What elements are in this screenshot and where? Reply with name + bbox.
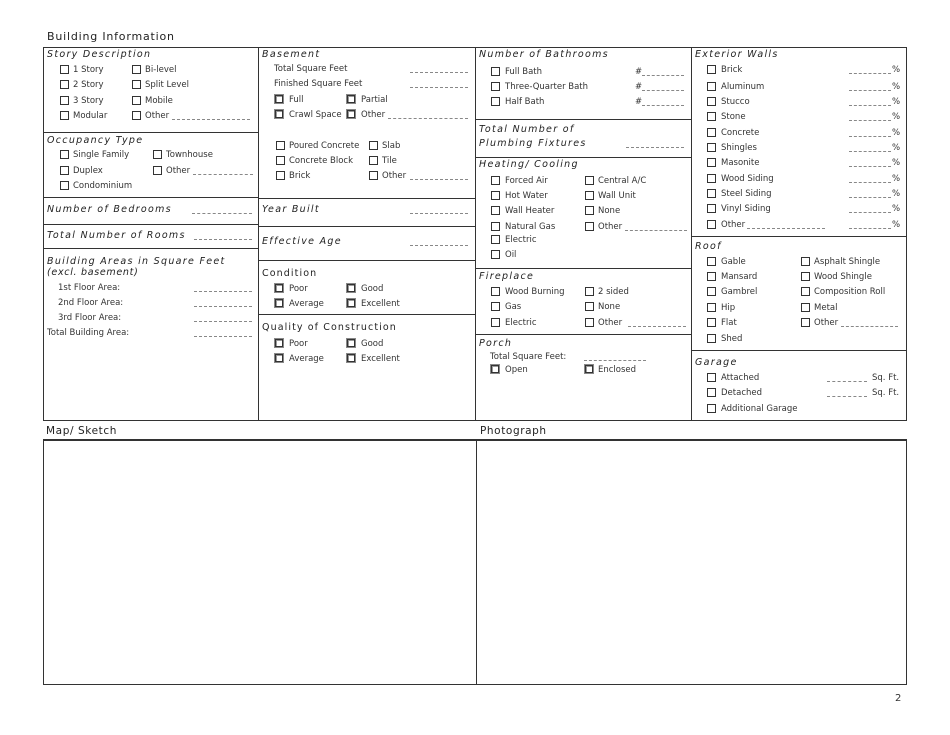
porch-enclosed-label: Enclosed	[598, 365, 637, 375]
exterior-stucco-percent-sign: %	[892, 97, 901, 107]
three-quarter-bath-input[interactable]	[642, 90, 684, 91]
exterior-stucco-checkbox[interactable]	[707, 97, 716, 106]
wood-burning-label: Wood Burning	[505, 287, 565, 297]
exterior-stone-percent-sign: %	[892, 112, 901, 122]
story-bilevel-checkbox[interactable]	[132, 65, 141, 74]
occupancy-single-label: Single Family	[73, 150, 130, 160]
forced-air-label: Forced Air	[505, 176, 548, 186]
poured-concrete-label: Poured Concrete	[289, 141, 360, 151]
story-3-label: 3 Story	[73, 96, 104, 106]
column-divider	[475, 47, 476, 421]
gable-label: Gable	[721, 257, 746, 267]
basement-other-label: Other	[361, 110, 386, 120]
basement-other-checkbox[interactable]	[347, 110, 355, 118]
gable-checkbox[interactable]	[707, 257, 716, 266]
hip-checkbox[interactable]	[707, 303, 716, 312]
condition-poor-label: Poor	[289, 284, 308, 294]
exterior-other-percent-sign: %	[892, 220, 901, 230]
quality-excellent-label: Excellent	[361, 354, 400, 364]
composition-roll-checkbox[interactable]	[801, 287, 810, 296]
map-photo-divider	[476, 440, 477, 685]
story-split-label: Split Level	[145, 80, 189, 90]
exterior-stucco-percent-input[interactable]	[849, 105, 891, 106]
condition-good-label: Good	[361, 284, 384, 294]
occupancy-single-checkbox[interactable]	[60, 150, 69, 159]
additional-garage-checkbox[interactable]	[707, 404, 716, 413]
fireplace-gas-label: Gas	[505, 302, 522, 312]
three-quarter-bath-checkbox[interactable]	[491, 82, 500, 91]
exterior-concrete-percent-sign: %	[892, 128, 901, 138]
full-bath-label: Full Bath	[505, 67, 542, 77]
oil-checkbox[interactable]	[491, 250, 500, 259]
quality-poor-checkbox[interactable]	[275, 339, 283, 347]
quality-average-checkbox[interactable]	[275, 354, 283, 362]
area-3rd-input[interactable]	[194, 321, 252, 322]
section-divider	[258, 260, 476, 261]
exterior-brick-percent-input[interactable]	[849, 73, 891, 74]
gambrel-label: Gambrel	[721, 287, 758, 297]
construction-other-input[interactable]	[410, 179, 468, 180]
plumbing-input[interactable]	[626, 147, 684, 148]
exterior-wood-siding-percent-sign: %	[892, 174, 901, 184]
exterior-concrete-label: Concrete	[721, 128, 760, 138]
basement-total-label: Total Square Feet	[274, 64, 348, 74]
quality-heading: Quality of Construction	[262, 322, 397, 333]
exterior-other-percent-input[interactable]	[849, 228, 891, 229]
occupancy-other-checkbox[interactable]	[153, 166, 162, 175]
bedrooms-input[interactable]	[192, 213, 252, 214]
condition-poor-checkbox[interactable]	[275, 284, 283, 292]
fireplace-electric-label: Electric	[505, 318, 537, 328]
photograph-label: Photograph	[480, 425, 547, 437]
occupancy-duplex-checkbox[interactable]	[60, 166, 69, 175]
exterior-masonite-label: Masonite	[721, 158, 760, 168]
garage-attached-label: Attached	[721, 373, 760, 383]
condition-average-label: Average	[289, 299, 324, 309]
section-divider	[43, 224, 259, 225]
exterior-stucco-label: Stucco	[721, 97, 750, 107]
construction-other-label: Other	[382, 171, 407, 181]
basement-finished-label: Finished Square Feet	[274, 79, 363, 89]
exterior-concrete-checkbox[interactable]	[707, 128, 716, 137]
heating-other-label: Other	[598, 222, 623, 232]
exterior-heading: Exterior Walls	[695, 49, 779, 60]
exterior-wood-siding-label: Wood Siding	[721, 174, 774, 184]
area-2nd-label: 2nd Floor Area:	[58, 298, 124, 308]
porch-total-label: Total Square Feet:	[490, 352, 567, 362]
area-1st-label: 1st Floor Area:	[58, 283, 121, 293]
porch-enclosed-checkbox[interactable]	[585, 365, 593, 373]
heating-none-checkbox[interactable]	[585, 206, 594, 215]
exterior-aluminum-checkbox[interactable]	[707, 82, 716, 91]
hip-label: Hip	[721, 303, 736, 313]
three-quarter-bath-hash: #	[635, 82, 643, 92]
condition-excellent-checkbox[interactable]	[347, 299, 355, 307]
story-bilevel-label: Bi-level	[145, 65, 177, 75]
poured-concrete-checkbox[interactable]	[276, 141, 285, 150]
fireplace-none-checkbox[interactable]	[585, 302, 594, 311]
natural-gas-checkbox[interactable]	[491, 222, 500, 231]
flat-checkbox[interactable]	[707, 318, 716, 327]
section-divider	[475, 334, 692, 335]
page-number: 2	[895, 693, 902, 704]
story-1-label: 1 Story	[73, 65, 104, 75]
heating-heading: Heating/ Cooling	[479, 159, 579, 170]
plumbing-heading: Total Number of	[479, 124, 575, 135]
quality-good-checkbox[interactable]	[347, 339, 355, 347]
basement-heading: Basement	[262, 49, 321, 60]
exterior-vinyl-siding-percent-sign: %	[892, 204, 901, 214]
story-modular-checkbox[interactable]	[60, 111, 69, 120]
slab-label: Slab	[382, 141, 401, 151]
year-built-input[interactable]	[410, 213, 468, 214]
section-divider	[258, 226, 476, 227]
slab-checkbox[interactable]	[369, 141, 378, 150]
exterior-steel-siding-checkbox[interactable]	[707, 189, 716, 198]
metal-checkbox[interactable]	[801, 303, 810, 312]
fireplace-heading: Fireplace	[479, 271, 535, 282]
asphalt-shingle-label: Asphalt Shingle	[814, 257, 881, 267]
map-sketch-label: Map/ Sketch	[46, 425, 118, 437]
half-bath-input[interactable]	[642, 105, 684, 106]
section-divider	[43, 248, 259, 249]
basement-finished-input[interactable]	[410, 87, 468, 88]
section-divider	[475, 119, 692, 120]
forced-air-checkbox[interactable]	[491, 176, 500, 185]
wood-shingle-label: Wood Shingle	[814, 272, 872, 282]
fireplace-electric-checkbox[interactable]	[491, 318, 500, 327]
roof-other-input[interactable]	[841, 326, 898, 327]
exterior-steel-siding-percent-sign: %	[892, 189, 901, 199]
garage-attached-checkbox[interactable]	[707, 373, 716, 382]
exterior-concrete-percent-input[interactable]	[849, 136, 891, 137]
section-divider	[258, 314, 476, 315]
flat-label: Flat	[721, 318, 737, 328]
two-sided-label: 2 sided	[598, 287, 629, 297]
full-bath-input[interactable]	[642, 75, 684, 76]
story-other-label: Other	[145, 111, 170, 121]
quality-excellent-checkbox[interactable]	[347, 354, 355, 362]
section-divider	[475, 268, 692, 269]
half-bath-hash: #	[635, 97, 643, 107]
occupancy-duplex-label: Duplex	[73, 166, 103, 176]
three-quarter-bath-label: Three-Quarter Bath	[505, 82, 589, 92]
composition-roll-label: Composition Roll	[814, 287, 886, 297]
story-modular-label: Modular	[73, 111, 108, 121]
area-1st-input[interactable]	[194, 291, 252, 292]
mansard-checkbox[interactable]	[707, 272, 716, 281]
occupancy-heading: Occupancy Type	[47, 135, 144, 146]
garage-heading: Garage	[695, 357, 738, 368]
exterior-stone-percent-input[interactable]	[849, 120, 891, 121]
rooms-input[interactable]	[194, 239, 252, 240]
basement-full-label: Full	[289, 95, 304, 105]
story-2-label: 2 Story	[73, 80, 104, 90]
quality-average-label: Average	[289, 354, 324, 364]
section-divider	[691, 350, 907, 351]
exterior-masonite-checkbox[interactable]	[707, 158, 716, 167]
garage-detached-label: Detached	[721, 388, 763, 398]
story-1-checkbox[interactable]	[60, 65, 69, 74]
plumbing-heading-2: Plumbing Fixtures	[479, 138, 587, 149]
story-heading: Story Description	[47, 49, 152, 60]
garage-detached-checkbox[interactable]	[707, 388, 716, 397]
heating-electric-label: Electric	[505, 235, 537, 245]
fireplace-gas-checkbox[interactable]	[491, 302, 500, 311]
porch-open-checkbox[interactable]	[491, 365, 499, 373]
two-sided-checkbox[interactable]	[585, 287, 594, 296]
exterior-steel-siding-percent-input[interactable]	[849, 197, 891, 198]
section-divider	[43, 132, 259, 133]
concrete-block-checkbox[interactable]	[276, 156, 285, 165]
tile-checkbox[interactable]	[369, 156, 378, 165]
exterior-other-label: Other	[721, 220, 746, 230]
fireplace-other-label: Other	[598, 318, 623, 328]
areas-subheading: (excl. basement)	[47, 267, 139, 278]
brick-basement-checkbox[interactable]	[276, 171, 285, 180]
year-built-heading: Year Built	[262, 204, 320, 215]
basement-partial-label: Partial	[361, 95, 388, 105]
full-bath-hash: #	[635, 67, 643, 77]
story-other-checkbox[interactable]	[132, 111, 141, 120]
garage-detached-input[interactable]	[827, 396, 867, 397]
basement-total-input[interactable]	[410, 72, 468, 73]
fireplace-other-input[interactable]	[628, 326, 686, 327]
effective-age-heading: Effective Age	[262, 236, 342, 247]
exterior-vinyl-siding-label: Vinyl Siding	[721, 204, 771, 214]
full-bath-checkbox[interactable]	[491, 67, 500, 76]
exterior-vinyl-siding-checkbox[interactable]	[707, 204, 716, 213]
area-2nd-input[interactable]	[194, 306, 252, 307]
heating-none-label: None	[598, 206, 621, 216]
wall-unit-checkbox[interactable]	[585, 191, 594, 200]
condition-heading: Condition	[262, 268, 318, 279]
exterior-stone-label: Stone	[721, 112, 746, 122]
section-divider	[258, 198, 476, 199]
story-2-checkbox[interactable]	[60, 80, 69, 89]
gambrel-checkbox[interactable]	[707, 287, 716, 296]
garage-attached-input[interactable]	[827, 381, 867, 382]
shed-checkbox[interactable]	[707, 334, 716, 343]
garage-attached-unit: Sq. Ft.	[872, 373, 900, 383]
porch-open-label: Open	[505, 365, 528, 375]
heating-other-input[interactable]	[625, 230, 687, 231]
area-total-input[interactable]	[194, 336, 252, 337]
bathrooms-heading: Number of Bathrooms	[479, 49, 609, 60]
exterior-shingles-label: Shingles	[721, 143, 757, 153]
metal-label: Metal	[814, 303, 838, 313]
area-3rd-label: 3rd Floor Area:	[58, 313, 122, 323]
wall-unit-label: Wall Unit	[598, 191, 636, 201]
exterior-stone-checkbox[interactable]	[707, 112, 716, 121]
basement-crawl-label: Crawl Space	[289, 110, 342, 120]
exterior-masonite-percent-input[interactable]	[849, 166, 891, 167]
section-divider	[475, 157, 692, 158]
construction-other-checkbox[interactable]	[369, 171, 378, 180]
heating-other-checkbox[interactable]	[585, 222, 594, 231]
exterior-wood-siding-checkbox[interactable]	[707, 174, 716, 183]
exterior-wood-siding-percent-input[interactable]	[849, 182, 891, 183]
story-mobile-checkbox[interactable]	[132, 96, 141, 105]
quality-good-label: Good	[361, 339, 384, 349]
tile-label: Tile	[382, 156, 397, 166]
wall-heater-label: Wall Heater	[505, 206, 555, 216]
wood-shingle-checkbox[interactable]	[801, 272, 810, 281]
story-mobile-label: Mobile	[145, 96, 173, 106]
occupancy-townhouse-checkbox[interactable]	[153, 150, 162, 159]
half-bath-label: Half Bath	[505, 97, 545, 107]
shed-label: Shed	[721, 334, 743, 344]
story-other-input[interactable]	[172, 119, 250, 120]
page-title: Building Information	[47, 30, 175, 43]
garage-detached-unit: Sq. Ft.	[872, 388, 900, 398]
column-divider	[258, 47, 259, 421]
section-divider	[691, 236, 907, 237]
central-ac-label: Central A/C	[598, 176, 647, 186]
porch-heading: Porch	[479, 338, 513, 349]
exterior-aluminum-label: Aluminum	[721, 82, 765, 92]
exterior-shingles-percent-input[interactable]	[849, 151, 891, 152]
exterior-shingles-percent-sign: %	[892, 143, 901, 153]
basement-crawl-checkbox[interactable]	[275, 110, 283, 118]
quality-poor-label: Poor	[289, 339, 308, 349]
exterior-masonite-percent-sign: %	[892, 158, 901, 168]
concrete-block-label: Concrete Block	[289, 156, 353, 166]
exterior-steel-siding-label: Steel Siding	[721, 189, 772, 199]
condition-average-checkbox[interactable]	[275, 299, 283, 307]
basement-other-input[interactable]	[388, 118, 468, 119]
roof-other-checkbox[interactable]	[801, 318, 810, 327]
fireplace-none-label: None	[598, 302, 621, 312]
roof-other-label: Other	[814, 318, 839, 328]
roof-heading: Roof	[695, 241, 722, 252]
story-split-checkbox[interactable]	[132, 80, 141, 89]
basement-full-checkbox[interactable]	[275, 95, 283, 103]
story-3-checkbox[interactable]	[60, 96, 69, 105]
asphalt-shingle-checkbox[interactable]	[801, 257, 810, 266]
wall-heater-checkbox[interactable]	[491, 206, 500, 215]
condition-good-checkbox[interactable]	[347, 284, 355, 292]
effective-age-input[interactable]	[410, 245, 468, 246]
central-ac-checkbox[interactable]	[585, 176, 594, 185]
exterior-brick-checkbox[interactable]	[707, 65, 716, 74]
additional-garage-label: Additional Garage	[721, 404, 798, 414]
occupancy-townhouse-label: Townhouse	[166, 150, 213, 160]
occupancy-condo-label: Condominium	[73, 181, 133, 191]
photograph-area[interactable]	[478, 441, 906, 684]
wood-burning-checkbox[interactable]	[491, 287, 500, 296]
hot-water-checkbox[interactable]	[491, 191, 500, 200]
areas-heading: Building Areas in Square Feet	[47, 256, 226, 267]
map-sketch-area[interactable]	[44, 441, 475, 684]
mansard-label: Mansard	[721, 272, 758, 282]
exterior-other-text-input[interactable]	[747, 228, 825, 229]
exterior-brick-label: Brick	[721, 65, 743, 75]
exterior-aluminum-percent-sign: %	[892, 82, 901, 92]
occupancy-other-input[interactable]	[193, 174, 253, 175]
hot-water-label: Hot Water	[505, 191, 548, 201]
occupancy-condo-checkbox[interactable]	[60, 181, 69, 190]
occupancy-other-label: Other	[166, 166, 191, 176]
exterior-other-checkbox[interactable]	[707, 220, 716, 229]
exterior-shingles-checkbox[interactable]	[707, 143, 716, 152]
rooms-heading: Total Number of Rooms	[47, 230, 186, 241]
exterior-aluminum-percent-input[interactable]	[849, 90, 891, 91]
basement-partial-checkbox[interactable]	[347, 95, 355, 103]
natural-gas-label: Natural Gas	[505, 222, 556, 232]
section-divider	[43, 197, 259, 198]
oil-label: Oil	[505, 250, 517, 260]
exterior-brick-percent-sign: %	[892, 65, 901, 75]
half-bath-checkbox[interactable]	[491, 97, 500, 106]
brick-basement-label: Brick	[289, 171, 311, 181]
fireplace-other-checkbox[interactable]	[585, 318, 594, 327]
column-divider	[691, 47, 692, 421]
area-total-label: Total Building Area:	[47, 328, 130, 338]
bedrooms-heading: Number of Bedrooms	[47, 204, 172, 215]
porch-total-input[interactable]	[584, 360, 646, 361]
condition-excellent-label: Excellent	[361, 299, 400, 309]
exterior-vinyl-siding-percent-input[interactable]	[849, 212, 891, 213]
heating-electric-checkbox[interactable]	[491, 235, 500, 244]
